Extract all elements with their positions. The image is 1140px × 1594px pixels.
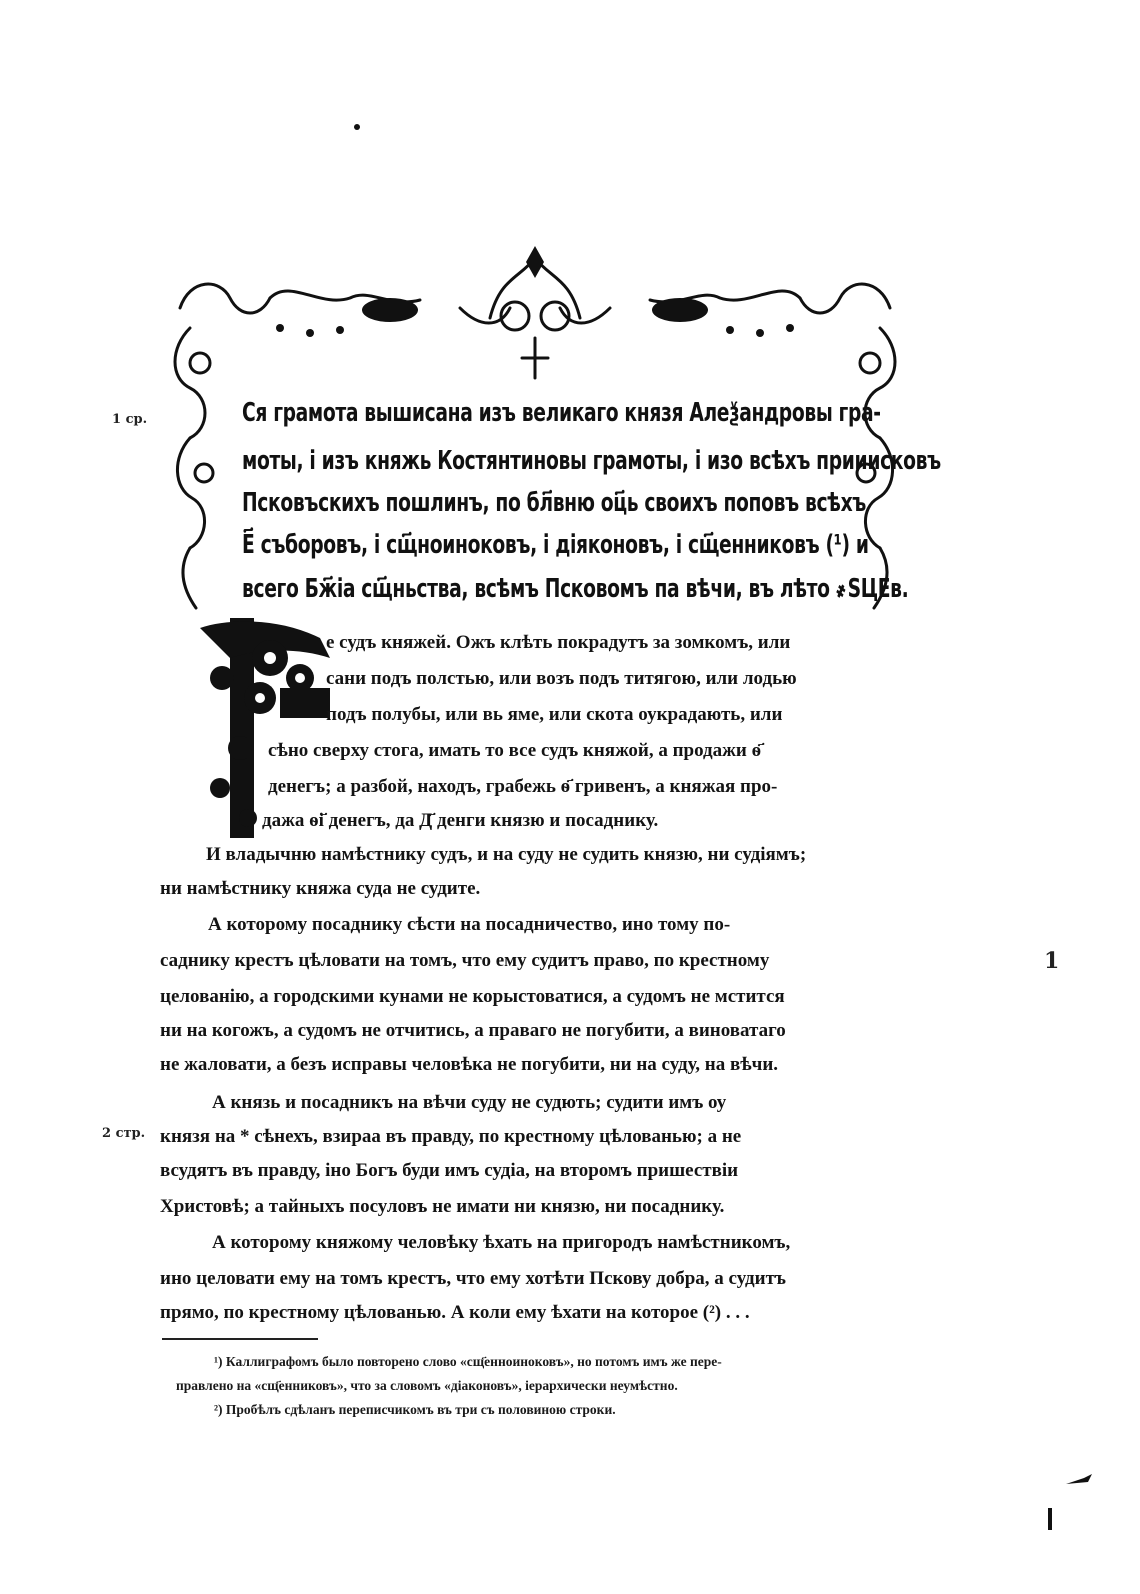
footnote-line: правлено на «сщ҃енниковъ», что за словомъ «діаконовъ», іерархически неумѣстно.: [176, 1378, 678, 1393]
body-line: дажа ѳі҃ денегъ, да Д҃ денги князю и посаднику.: [262, 810, 659, 831]
body-line: князя на * сѣнехъ, взираа въ правду, по крестному цѣлованью; а не: [160, 1126, 742, 1147]
body-line: Христовѣ; а тайныхъ посуловъ не имати ни князю, ни посаднику.: [160, 1196, 725, 1217]
drop-cap-illustration: [200, 618, 338, 838]
body-line: прямо, по крестному цѣлованью. А коли ему ѣхати на которое (²) . . .: [160, 1302, 750, 1323]
footnote-line: ²) Пробѣлъ сдѣланъ переписчикомъ въ три съ половиною строки.: [214, 1402, 616, 1417]
body-line: И владычню намѣстнику судъ, и на суду не судить князю, ни судіямъ;: [206, 844, 807, 865]
body-line: сѣно сверху стога, имать то все судъ княжой, а продажи ѳ҃: [268, 740, 762, 761]
ink-speck: [1064, 1472, 1094, 1488]
body-line: А князь и посадникъ на вѣчи суду не судють; судити имъ оу: [212, 1092, 727, 1113]
margin-right-mark: 1: [1044, 948, 1060, 974]
heading-line: Е҃ съборовъ, і сщ҃ноиноковъ, і діяконовъ, і сщ҃енниковъ (¹) и: [242, 530, 869, 560]
heading-line: Ся грамота вышисана изъ великаго князя Алеѯандровы гра-: [242, 398, 881, 428]
margin-note-page-2: 2 стр.: [102, 1126, 146, 1141]
heading-line: моты, і изъ княжь Костянтиновы грамоты, і изо всѣхъ прииисковъ: [242, 446, 941, 476]
body-line: ни намѣстнику княжа суда не судите.: [160, 878, 481, 899]
heading-line: Псковъскихъ пошлинъ, по бл҃вню оц҃ь своихъ поповъ всѣхъ: [242, 488, 867, 518]
footnote-line: ¹) Каллиграфомъ было повторено слово «сщ҃енноиноковъ», но потомъ имъ же пере-: [214, 1354, 722, 1369]
ink-mark: [1048, 1508, 1052, 1530]
footnote-rule: [162, 1338, 318, 1340]
body-line: ни на когожъ, а судомъ не отчитись, а праваго не погубити, а виноватаго: [160, 1020, 786, 1041]
body-line: А которому княжому человѣку ѣхать на пригородъ намѣстникомъ,: [212, 1232, 791, 1253]
body-line: всудятъ въ правду, іно Богъ буди имъ судіа, на второмъ пришествіи: [160, 1160, 739, 1181]
body-line: не жаловати, а безъ исправы человѣка не погубити, ни на суду, на вѣчи.: [160, 1054, 779, 1075]
body-line: ино целовати ему на томъ крестъ, что ему хотѣти Пскову добра, а судитъ: [160, 1268, 786, 1289]
body-line: подъ полубы, или вь яме, или скота оукрадають, или: [326, 704, 783, 725]
body-line: саднику крестъ цѣловати на томъ, что ему судитъ право, по крестному: [160, 950, 770, 971]
heading-line: всего Бж҃іа сщ҃ньства, всѣмъ Псковомъ па вѣчи, въ лѣто ҂ЅЦЕв.: [242, 574, 909, 604]
body-line: А которому посаднику сѣсти на посадничество, ино тому по-: [208, 914, 731, 935]
body-line: сани подъ полстью, или возъ подъ титягою, или лодью: [326, 668, 797, 689]
margin-note-page-1: 1 ср.: [112, 412, 148, 427]
body-line: денегъ; а разбой, находъ, грабежь ѳ҃ гривенъ, а княжая про-: [268, 776, 778, 797]
body-line: е судъ княжей. Ожъ клѣть покрадутъ за зомкомъ, или: [326, 632, 791, 653]
stray-dot: [354, 124, 360, 130]
body-line: целованію, а городскими кунами не корыстоватися, а судомъ не мстится: [160, 986, 785, 1007]
ornamental-header-frame: [160, 238, 941, 628]
